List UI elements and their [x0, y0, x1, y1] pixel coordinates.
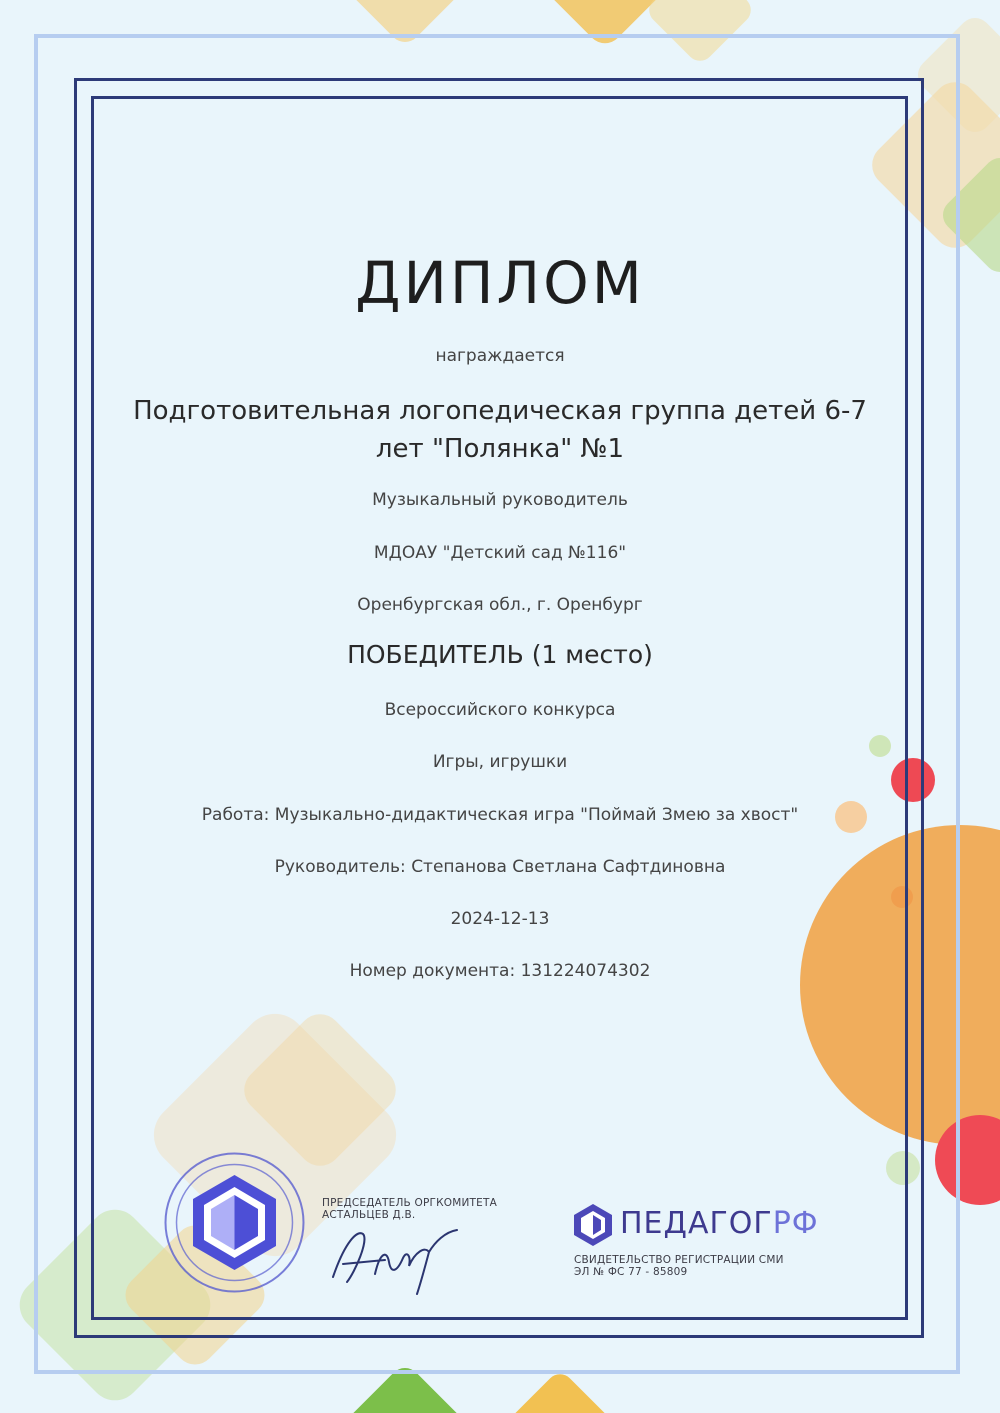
chairman-title: ПРЕДСЕДАТЕЛЬ ОРГКОМИТЕТА [322, 1197, 497, 1209]
registration-line-1: СВИДЕТЕЛЬСТВО РЕГИСТРАЦИИ СМИ [574, 1254, 784, 1266]
recipient-position: Музыкальный руководитель [372, 490, 628, 510]
recipient-name: Подготовительная логопедическая группа детей 6-7 лет "Полянка" №1 [133, 396, 867, 464]
chairman-name: АСТАЛЬЦЕВ Д.В. [322, 1209, 416, 1221]
recipient-location: Оренбургская обл., г. Оренбург [357, 595, 643, 615]
seal-icon [162, 1150, 307, 1295]
brand-logo-text [620, 1206, 819, 1241]
supervisor: Руководитель: Степанова Светлана Сафтдиновна [274, 857, 726, 877]
chairman-block [322, 1197, 497, 1221]
brand-logo-main: ПЕДАГОГ [620, 1206, 773, 1241]
award-place: ПОБЕДИТЕЛЬ (1 место) [347, 640, 653, 669]
certificate-title: ДИПЛОМ [355, 249, 645, 317]
work-title: Работа: Музыкально-дидактическая игра "Поймай Змею за хвост" [201, 805, 799, 825]
awarded-label: награждается [435, 346, 565, 366]
issue-date: 2024-12-13 [450, 909, 550, 929]
registration-line-2: ЭЛ № ФС 77 - 85809 [574, 1266, 688, 1278]
registration-block [574, 1254, 784, 1278]
document-number: Номер документа: 131224074302 [349, 961, 651, 981]
hexagon-logo-icon [572, 1202, 614, 1248]
nomination: Игры, игрушки [432, 752, 568, 772]
signature-icon [325, 1222, 465, 1297]
brand-logo-suffix: РФ [772, 1206, 819, 1241]
recipient-organization: МДОАУ "Детский сад №116" [373, 543, 627, 563]
contest-name: Всероссийского конкурса [384, 700, 616, 720]
